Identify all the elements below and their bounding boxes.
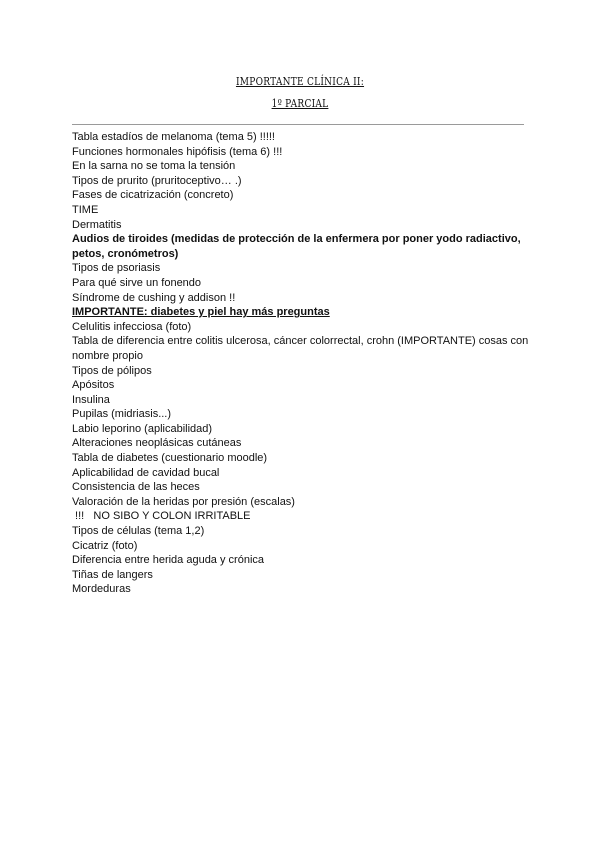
list-item: En la sarna no se toma la tensión [72, 160, 236, 173]
list-item: Insulina [72, 393, 110, 406]
list-item: Tiñas de langers [72, 568, 153, 581]
list-item: Para qué sirve un fonendo [72, 276, 202, 289]
list-item: Tabla de diabetes (cuestionario moodle) [72, 452, 268, 465]
list-item-important: IMPORTANTE: diabetes y piel hay más preguntas [72, 306, 330, 319]
list-item: Cicatriz (foto) [72, 539, 138, 552]
list-item: Tipos de psoriasis [72, 262, 161, 275]
list-item: Valoración de la heridas por presión (escalas) [72, 495, 295, 508]
list-item: Alteraciones neoplásicas cutáneas [72, 437, 242, 450]
list-item: Fases de cicatrización (concreto) [72, 189, 234, 202]
list-item: Funciones hormonales hipófisis (tema 6) !!! [72, 145, 283, 158]
list-item: Tipos de células (tema 1,2) [72, 525, 205, 538]
list-item: Aplicabilidad de cavidad bucal [72, 466, 220, 479]
title-line-1: IMPORTANTE CLÍNICA II: [235, 75, 365, 88]
list-item: Diferencia entre herida aguda y crónica [72, 554, 265, 567]
list-item: Celulitis infecciosa (foto) [72, 320, 192, 333]
topic-list [72, 130, 532, 597]
list-item: Apósitos [72, 379, 115, 392]
list-item-bold: Audios de tiroides (medidas de protección de la enfermera por poner yodo radiactivo, petos, cronómetros) [72, 233, 521, 260]
list-item: !!! NO SIBO Y COLON IRRITABLE [72, 510, 251, 523]
list-item: Consistencia de las heces [72, 481, 200, 494]
list-item: TIME [72, 203, 99, 216]
horizontal-divider [72, 124, 524, 125]
list-item: Tipos de prurito (pruritoceptivo… .) [72, 174, 242, 187]
list-item: Pupilas (midriasis...) [72, 408, 172, 421]
list-item: Dermatitis [72, 218, 122, 231]
document-title [54, 73, 546, 117]
list-item: Mordeduras [72, 583, 131, 596]
title-line-2: 1º PARCIAL [271, 97, 329, 110]
list-item: Tipos de pólipos [72, 364, 152, 377]
list-item: Tabla estadíos de melanoma (tema 5) !!!!! [72, 131, 275, 143]
list-item: Tabla de diferencia entre colitis ulcerosa, cáncer colorrectal, crohn (IMPORTANTE) cosas con nombre propio [72, 335, 529, 362]
list-item: Labio leporino (aplicabilidad) [72, 422, 213, 435]
list-item: Síndrome de cushing y addison !! [72, 291, 236, 304]
